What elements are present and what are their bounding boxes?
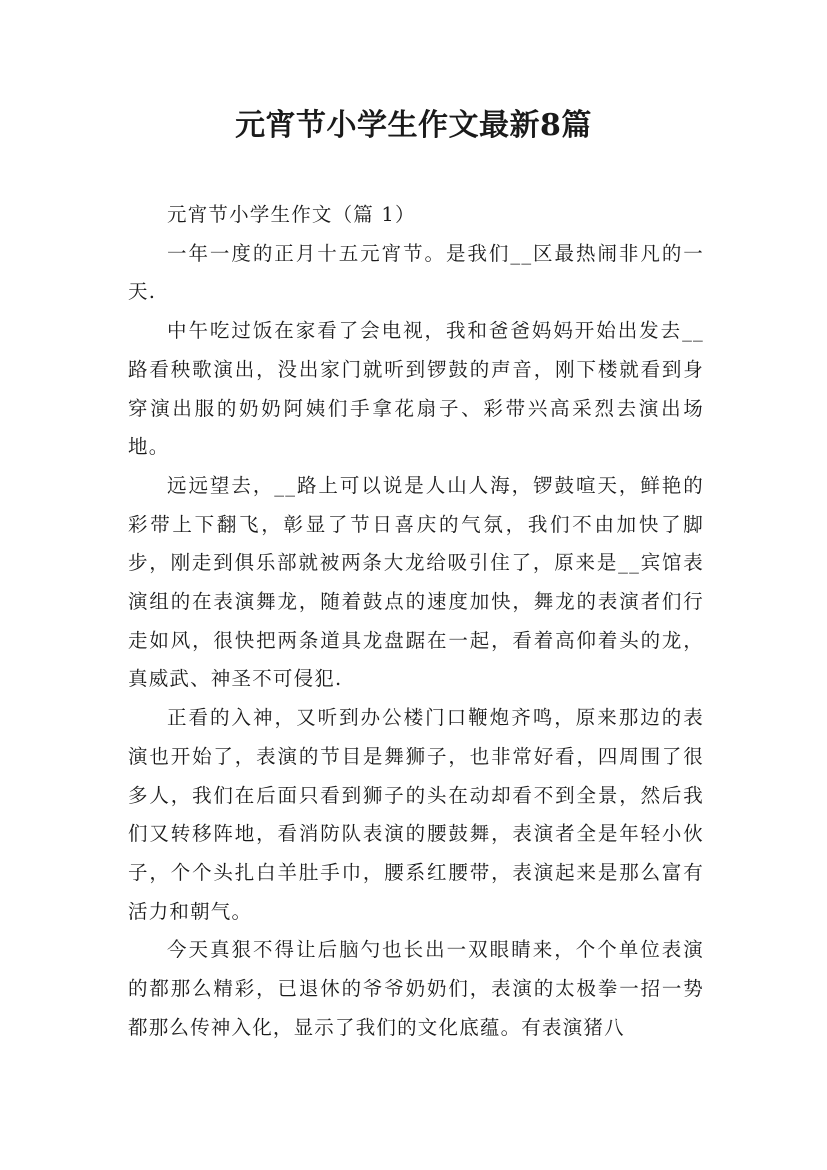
paragraph-4: 正看的入神，又听到办公楼门口鞭炮齐鸣，原来那边的表演也开始了，表演的节目是舞狮子，也非常好看，四周围了很多人，我们在后面只看到狮子的头在动却看不到全景，然后我们又转移阵地，看消防队表演的腰鼓舞，表演者全是年轻小伙子，个个头扎白羊肚手巾，腰系红腰带，表演起来是那么富有活力和朝气。 bbox=[128, 706, 704, 923]
section-heading: 元宵节小学生作文（篇 1） bbox=[167, 203, 416, 226]
paragraph-1: 一年一度的正月十五元宵节。是我们__区最热闹非凡的一天. bbox=[128, 241, 704, 304]
document-body bbox=[128, 196, 704, 1047]
paragraph-5: 今天真狠不得让后脑勺也长出一双眼睛来，个个单位表演的都那么精彩，已退休的爷爷奶奶们，表演的太极拳一招一势都那么传神入化，显示了我们的文化底蕴。有表演猪八 bbox=[128, 938, 704, 1039]
document-title: 元宵节小学生作文最新8篇 bbox=[235, 108, 592, 143]
paragraph-3: 远远望去，__路上可以说是人山人海，锣鼓喧天，鲜艳的彩带上下翻飞，彰显了节日喜庆的气氛，我们不由加快了脚步，刚走到俱乐部就被两条大龙给吸引住了，原来是__宾馆表演组的在表演舞龙，随着鼓点的速度加快，舞龙的表演者们行走如风，很快把两条道具龙盘踞在一起，看着高仰着头的龙，真威武、神圣不可侵犯. bbox=[128, 473, 704, 691]
paragraph-2: 中午吃过饭在家看了会电视，我和爸爸妈妈开始出发去__路看秧歌演出，没出家门就听到锣鼓的声音，刚下楼就看到身穿演出服的奶奶阿姨们手拿花扇子、彩带兴高采烈去演出场地。 bbox=[128, 319, 704, 459]
